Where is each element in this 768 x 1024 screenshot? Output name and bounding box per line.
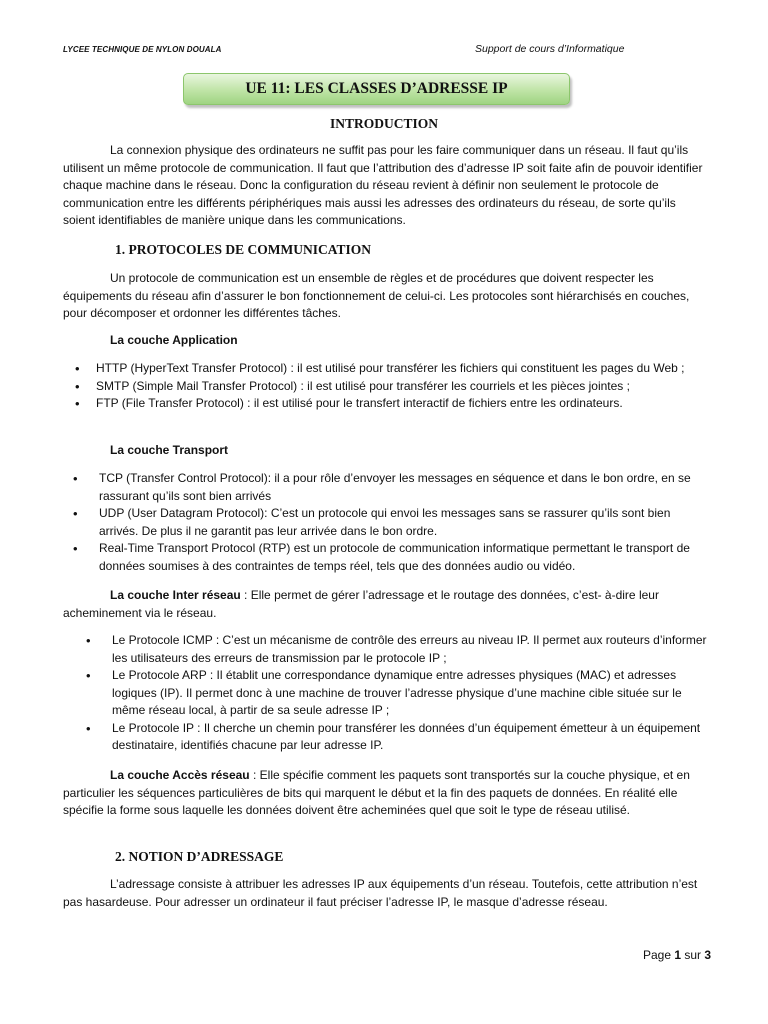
list-item-text: FTP (File Transfer Protocol) : il est utilisé pour le transfert interactif de fichiers entre les ordinateurs. [96,396,623,410]
page-total: 3 [704,948,712,962]
list-item-text: Le Protocole ICMP : C’est un mécanisme de contrôle des erreurs au niveau IP. Il permet aux routeurs d’informer les utilisateurs des erreurs de transmission par le protocole IP ; [112,633,707,665]
introduction-text: La connexion physique des ordinateurs ne suffit pas pour les faire communiquer dans un réseau. Il faut qu’ils utilisent un même protocole de communication. Il faut que l’attribution des d’adresse IP soit faite afin de pouvoir identifier chaque machine dans le réseau. Donc la configuration du réseau revient à définir non seulement le protocole de communication entre les différents périphériques mais aussi les adresses des ordinateurs du réseau, de sorte qu’ils soient identifiables de manière unique dans les communications. [63,143,703,227]
acces-reseau-heading: La couche Accès réseau [110,768,250,782]
section2-text: L’adressage consiste à attribuer les adresses IP aux équipements d’un réseau. Toutefois, cette attribution n’est pas hasardeuse. Pour adresser un ordinateur il faut préciser l’adresse IP, le masque d’adresse réseau. [63,877,698,909]
bullet-icon: • [75,378,80,394]
list-item [73,470,709,505]
bullet-icon: • [75,396,80,411]
inter-reseau-text: : Elle permet de gérer l’adressage et le routage des données, c’est- à-dire leur acheminement via le réseau. [63,588,659,620]
list-item [86,720,712,755]
inter-reseau-list [86,632,712,755]
application-list [75,360,706,413]
page-current: 1 [674,948,682,962]
bullet-icon: • [73,506,78,521]
section1-text: Un protocole de communication est un ensemble de règles et de procédures que doivent respecter les équipements du réseau afin d’assurer le bon fonctionnement de celui-ci. Les protocoles sont hiérarchisés en couches, pour décomposer et ordonner les différentes tâches. [63,271,690,320]
bullet-icon: • [86,633,91,648]
introduction-heading: INTRODUCTION [329,116,438,131]
page-label: Page [643,948,675,962]
acces-reseau-paragraph [63,767,708,820]
list-item-text: UDP (User Datagram Protocol): C’est un protocole qui envoi les messages sans se rassurer qu’ils sont bien arrivés. De plus il ne garantit pas leur arrivée dans le bon ordre. [99,506,671,538]
list-item-text: SMTP (Simple Mail Transfer Protocol) : il est utilisé pour transférer les courriels et les pièces jointes ; [96,378,630,393]
list-item-text: Real-Time Transport Protocol (RTP) est un protocole de communication informatique permettant le transport de données soumises à des contraintes de temps réel, tels que des données audio ou vidéo. [99,541,690,573]
bullet-icon: • [73,471,78,486]
inter-reseau-paragraph [63,587,708,622]
page-title: UE 11: LES CLASSES D’ADRESSE IP [183,73,570,105]
list-item [75,360,706,378]
section1-heading: 1. PROTOCOLES DE COMMUNICATION [115,242,372,257]
page-sur: sur [681,948,705,962]
bullet-icon: • [86,720,91,736]
list-item [75,378,706,396]
list-item-text: Le Protocole IP : Il cherche un chemin pour transférer les données d’un équipement émetteur à un équipement destinataire, identifiés chacune par leur adresse IP. [112,720,701,752]
header-school: LYCEE TECHNIQUE DE NYLON DOUALA [63,45,222,54]
list-item [86,667,712,720]
list-item [73,540,709,575]
transport-list [73,470,709,575]
list-item [75,395,706,413]
section2-heading: 2. NOTION D’ADRESSAGE [115,849,284,864]
list-item-text: HTTP (HyperText Transfer Protocol) : il est utilisé pour transférer les fichiers qui constituent les pages du Web ; [96,361,685,375]
acces-reseau-text: : Elle spécifie comment les paquets sont transportés sur la couche physique, et en particulier les séquences particulières de bits qui marquent le début et la fin des paquets de données. En réalité elle spécifie la forme sous laquelle les données doivent être acheminées quel que soit le type de réseau utilisé. [63,768,690,817]
transport-heading: La couche Transport [110,443,229,457]
bullet-icon: • [86,668,91,683]
bullet-icon: • [75,361,80,376]
bullet-icon: • [73,541,78,556]
list-item-text: TCP (Transfer Control Protocol): il a pour rôle d’envoyer les messages en séquence et dans le bon ordre, en se rassurant qu’ils sont bien arrivés [99,471,691,503]
list-item-text: Le Protocole ARP : Il établit une correspondance dynamique entre adresses physiques (MAC) et adresses logiques (IP). Il permet donc à une machine de trouver l’adresse physique d’une machine cible située sur le même réseau local, à partir de sa seule adresse IP ; [112,668,682,717]
list-item [86,632,712,667]
header-course: Support de cours d’Informatique [475,43,625,55]
inter-reseau-heading: La couche Inter réseau [110,588,241,602]
list-item [73,505,709,540]
application-heading: La couche Application [110,333,238,347]
page-number [643,948,711,962]
